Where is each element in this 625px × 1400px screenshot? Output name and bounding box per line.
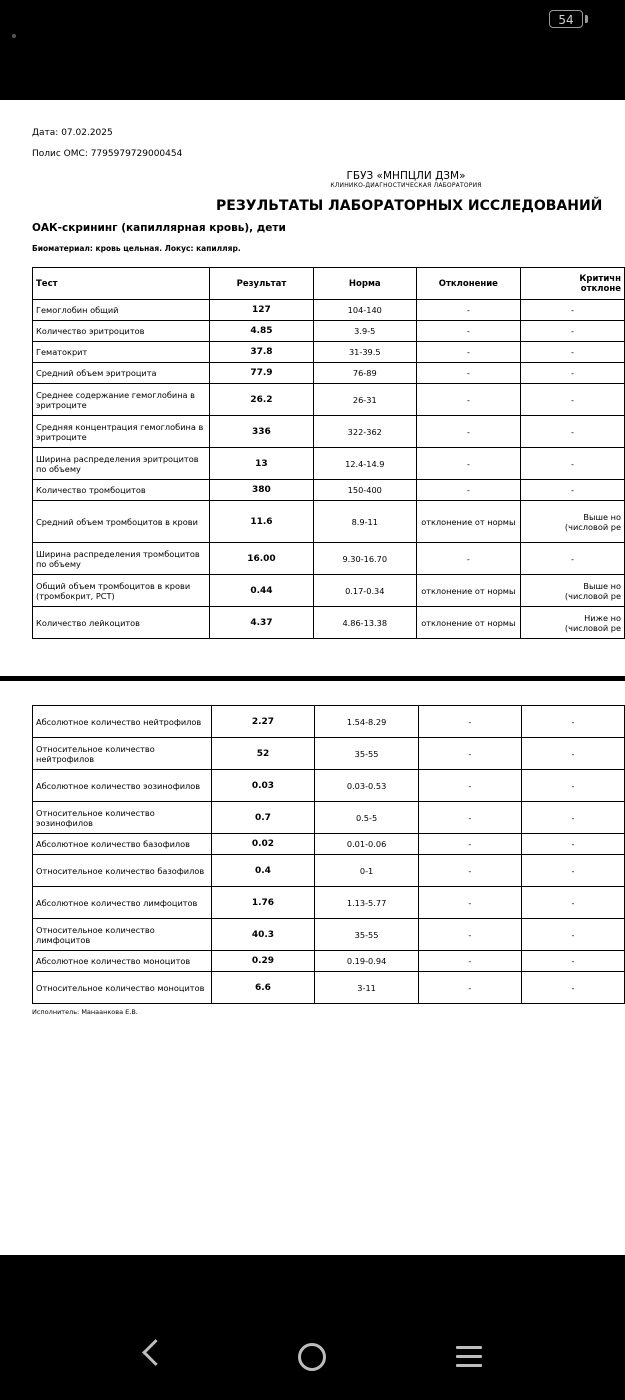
test-result: 52 (211, 738, 315, 770)
test-critical (520, 342, 624, 363)
test-deviation: - (418, 855, 521, 887)
test-result: 11.6 (210, 501, 314, 543)
table-row (33, 448, 625, 480)
test-result: 2.27 (211, 706, 315, 738)
test-name: Средний объем эритроцита (33, 363, 210, 384)
test-name: Абсолютное количество моноцитов (33, 951, 212, 972)
critical-line1: Выше но (583, 511, 621, 522)
test-result: 0.29 (211, 951, 315, 972)
test-deviation: - (416, 480, 520, 501)
test-deviation: - (418, 919, 521, 951)
test-norm: 0.19-0.94 (315, 951, 419, 972)
test-critical (520, 575, 624, 607)
test-name: Количество лейкоцитов (33, 607, 210, 639)
test-deviation: - (418, 887, 521, 919)
back-icon[interactable] (142, 1339, 169, 1366)
test-critical (520, 543, 624, 575)
test-norm: 0.17-0.34 (313, 575, 416, 607)
critical-line1: - (570, 485, 574, 495)
test-deviation: - (416, 448, 520, 480)
critical-line1: - (570, 394, 574, 405)
biomaterial-info: Биоматериал: кровь цельная. Локус: капилляр. (32, 244, 241, 253)
organization-subtitle: КЛИНИКО-ДИАГНОСТИЧЕСКАЯ ЛАБОРАТОРИЯ (330, 182, 482, 189)
table-row (33, 607, 625, 639)
test-result: 127 (210, 300, 314, 321)
test-result: 77.9 (210, 363, 314, 384)
test-norm: 3.9-5 (313, 321, 416, 342)
test-norm: 35-55 (315, 738, 419, 770)
header-critical-line1: Критичн (579, 273, 621, 284)
test-name: Гематокрит (33, 342, 210, 363)
test-deviation: - (418, 706, 521, 738)
test-deviation: - (418, 972, 521, 1004)
table-row (33, 300, 625, 321)
test-result: 4.85 (210, 321, 314, 342)
test-norm: 35-55 (315, 919, 419, 951)
test-result: 380 (210, 480, 314, 501)
table-row (33, 706, 625, 738)
table-row (33, 887, 625, 919)
test-result: 0.03 (211, 770, 315, 802)
test-name: Количество тромбоцитов (33, 480, 210, 501)
test-deviation: - (418, 738, 521, 770)
critical-line1: - (570, 458, 574, 469)
test-name: Среднее содержание гемоглобина в эритроците (33, 384, 210, 416)
test-norm: 0.03-0.53 (315, 770, 419, 802)
test-norm: 1.13-5.77 (315, 887, 419, 919)
test-name: Абсолютное количество лимфоцитов (33, 887, 212, 919)
test-norm: 322-362 (313, 416, 416, 448)
test-critical (520, 501, 624, 543)
test-deviation: отклонение от нормы (416, 607, 520, 639)
results-table (32, 267, 625, 639)
test-name: Абсолютное количество эозинофилов (33, 770, 212, 802)
recent-apps-icon[interactable] (456, 1346, 482, 1368)
test-name: Относительное количество нейтрофилов (33, 738, 212, 770)
table-row (33, 855, 625, 887)
test-critical: - (521, 919, 624, 951)
critical-line1: - (570, 426, 574, 437)
critical-line1: - (570, 368, 574, 378)
test-name: Относительное количество моноцитов (33, 972, 212, 1004)
test-norm: 4.86-13.38 (313, 607, 416, 639)
test-deviation: - (416, 321, 520, 342)
test-deviation: - (416, 363, 520, 384)
test-critical (520, 448, 624, 480)
test-norm: 76-89 (313, 363, 416, 384)
critical-line2: (числовой ре (564, 590, 621, 601)
test-deviation: отклонение от нормы (416, 501, 520, 543)
critical-line2: (числовой ре (564, 622, 621, 633)
table-row (33, 416, 625, 448)
test-name: Относительное количество лимфоцитов (33, 919, 212, 951)
test-norm: 26-31 (313, 384, 416, 416)
test-critical: - (521, 802, 624, 834)
insurance-policy: Полис ОМС: 7795979729000454 (32, 149, 183, 159)
table-row (33, 834, 625, 855)
test-name: Абсолютное количество базофилов (33, 834, 212, 855)
report-date: Дата: 07.02.2025 (32, 128, 113, 138)
test-result: 26.2 (210, 384, 314, 416)
test-critical: - (521, 706, 624, 738)
test-norm: 0.01-0.06 (315, 834, 419, 855)
organization-name: ГБУЗ «МНПЦЛИ ДЗМ» (346, 170, 466, 182)
test-critical (520, 363, 624, 384)
table-row (33, 770, 625, 802)
home-icon[interactable] (298, 1343, 326, 1371)
test-norm: 0.5-5 (315, 802, 419, 834)
header-deviation: Отклонение (416, 268, 520, 300)
navigation-bar (0, 1255, 625, 1400)
test-deviation: - (416, 342, 520, 363)
test-name: Общий объем тромбоцитов в крови (тромбокрит, PCT) (33, 575, 210, 607)
table-row (33, 802, 625, 834)
test-deviation: - (416, 543, 520, 575)
test-critical: - (521, 855, 624, 887)
test-critical: - (521, 972, 624, 1004)
test-deviation: - (416, 384, 520, 416)
test-norm: 104-140 (313, 300, 416, 321)
table-row (33, 575, 625, 607)
header-norm: Норма (313, 268, 416, 300)
table-row (33, 501, 625, 543)
battery-tip (585, 15, 588, 23)
critical-line1: - (570, 347, 574, 357)
test-deviation: - (418, 951, 521, 972)
test-name: Абсолютное количество нейтрофилов (33, 706, 212, 738)
table-row (33, 363, 625, 384)
test-result: 40.3 (211, 919, 315, 951)
test-result: 1.76 (211, 887, 315, 919)
test-norm: 12.4-14.9 (313, 448, 416, 480)
test-name: Средняя концентрация гемоглобина в эритроците (33, 416, 210, 448)
test-name: Относительное количество базофилов (33, 855, 212, 887)
table-row (33, 321, 625, 342)
test-result: 16.00 (210, 543, 314, 575)
test-critical: - (521, 738, 624, 770)
critical-line2: (числовой ре (564, 521, 621, 532)
test-result: 0.4 (211, 855, 315, 887)
table-row (33, 480, 625, 501)
test-norm: 0-1 (315, 855, 419, 887)
document-page-2 (0, 681, 625, 1255)
test-name: Средний объем тромбоцитов в крови (33, 501, 210, 543)
table-row (33, 384, 625, 416)
status-bar (0, 0, 625, 100)
table-row (33, 342, 625, 363)
table-row (33, 972, 625, 1004)
critical-line1: - (570, 305, 574, 315)
test-critical (520, 607, 624, 639)
test-result: 6.6 (211, 972, 315, 1004)
critical-line1: Выше но (583, 580, 621, 591)
test-deviation: - (416, 300, 520, 321)
test-deviation: отклонение от нормы (416, 575, 520, 607)
report-title: РЕЗУЛЬТАТЫ ЛАБОРАТОРНЫХ ИССЛЕДОВАНИЙ (216, 198, 603, 214)
test-critical: - (521, 951, 624, 972)
status-dot (12, 34, 16, 38)
test-result: 336 (210, 416, 314, 448)
test-result: 4.37 (210, 607, 314, 639)
test-deviation: - (416, 416, 520, 448)
test-critical (520, 480, 624, 501)
table-row (33, 919, 625, 951)
test-name: Количество эритроцитов (33, 321, 210, 342)
test-name: Гемоглобин общий (33, 300, 210, 321)
test-critical (520, 416, 624, 448)
test-deviation: - (418, 770, 521, 802)
test-critical (520, 321, 624, 342)
test-norm: 3-11 (315, 972, 419, 1004)
test-result: 13 (210, 448, 314, 480)
executor-signature: Исполнитель: Манаанкова Е.В. (32, 1008, 138, 1016)
test-result: 0.7 (211, 802, 315, 834)
table-row (33, 738, 625, 770)
test-result: 0.44 (210, 575, 314, 607)
test-norm: 9.30-16.70 (313, 543, 416, 575)
table-row (33, 951, 625, 972)
test-name: Относительное количество эозинофилов (33, 802, 212, 834)
test-critical: - (521, 770, 624, 802)
header-test: Тест (33, 268, 210, 300)
document-page-1 (0, 100, 625, 676)
table-header-row (33, 268, 625, 300)
results-table-continued (32, 705, 625, 1004)
test-result: 37.8 (210, 342, 314, 363)
test-critical: - (521, 834, 624, 855)
test-norm: 150-400 (313, 480, 416, 501)
test-name: Ширина распределения тромбоцитов по объему (33, 543, 210, 575)
test-norm: 31-39.5 (313, 342, 416, 363)
test-deviation: - (418, 834, 521, 855)
header-result: Результат (210, 268, 314, 300)
test-panel-name: ОАК-скрининг (капиллярная кровь), дети (32, 222, 286, 234)
test-result: 0.02 (211, 834, 315, 855)
header-critical (520, 268, 624, 300)
critical-line1: - (570, 553, 574, 564)
test-critical (520, 384, 624, 416)
test-critical: - (521, 887, 624, 919)
test-deviation: - (418, 802, 521, 834)
test-norm: 1.54-8.29 (315, 706, 419, 738)
test-critical (520, 300, 624, 321)
table-row (33, 543, 625, 575)
critical-line1: Ниже но (584, 612, 621, 623)
header-critical-line2: отклоне (580, 283, 621, 294)
critical-line1: - (570, 326, 574, 336)
battery-icon: 54 (549, 10, 583, 28)
test-name: Ширина распределения эритроцитов по объему (33, 448, 210, 480)
test-norm: 8.9-11 (313, 501, 416, 543)
